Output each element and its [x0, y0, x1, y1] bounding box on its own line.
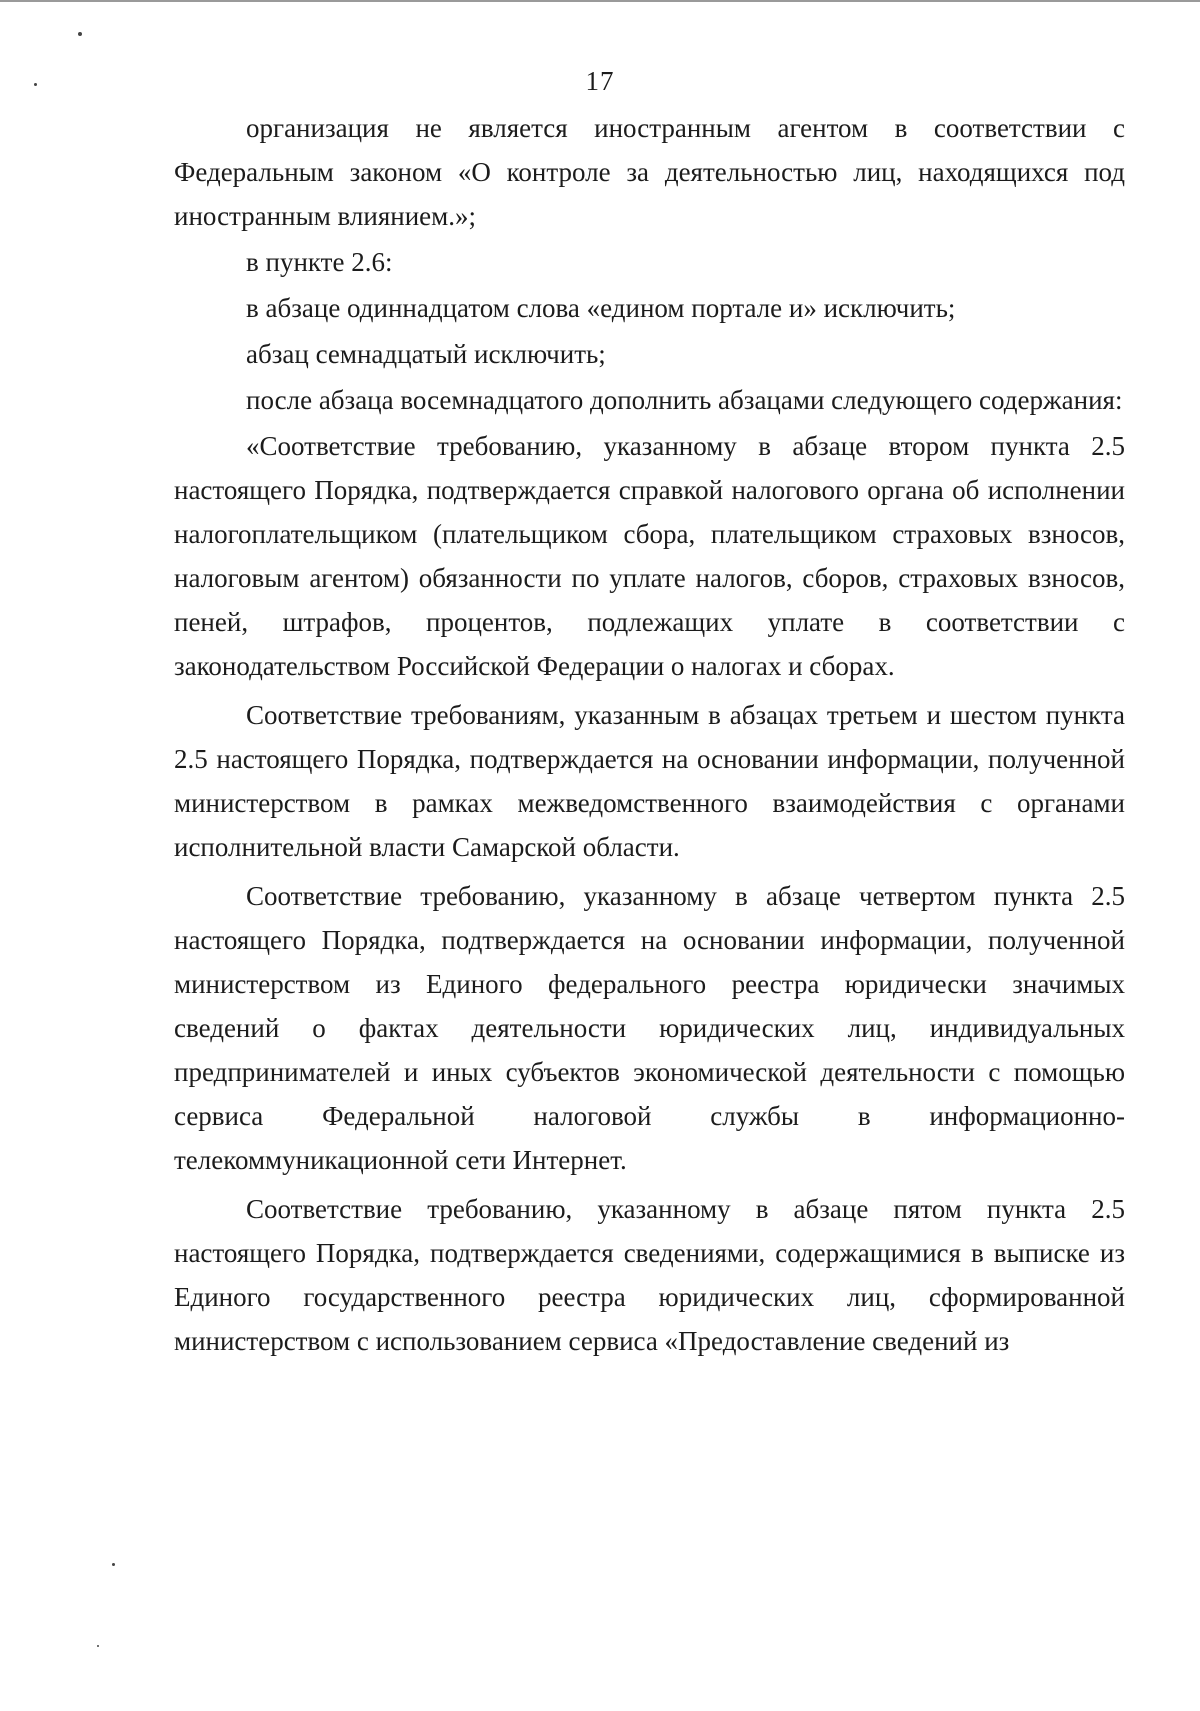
paragraph: после абзаца восемнадцатого дополнить абзацами следующего содержания:: [246, 385, 1123, 415]
paragraph: Соответствие требованиям, указанным в абзацах третьем и шестом пункта 2.5 настоящего Порядка, подтверждается на основании информации, полученной министерством в рамках межведомственного взаимодействия с органами исполнительной власти Самарской области.: [174, 700, 1125, 862]
paragraph: Соответствие требованию, указанному в абзаце четвертом пункта 2.5 настоящего Порядка, подтверждается на основании информации, полученной министерством из Единого федерального реестра юридически значимых сведений о фактах деятельности юридических лиц, индивидуальных предпринимателей и иных субъектов экономической деятельности с помощью сервиса Федеральной налоговой службы в информационно-телекоммуникационной сети Интернет.: [174, 881, 1125, 1175]
paragraph: «Соответствие требованию, указанному в абзаце втором пункта 2.5 настоящего Порядка, подтверждается справкой налогового органа об исполнении налогоплательщиком (плательщиком сбора, плательщиком страховых взносов, налоговым агентом) обязанности по уплате налогов, сборов, страховых взносов, пеней, штрафов, процентов, подлежащих уплате в соответствии с законодательством Российской Федерации о налогах и сборах.: [174, 431, 1125, 681]
paragraph: организация не является иностранным агентом в соответствии с Федеральным законом «О контроле за деятельностью лиц, находящихся под иностранным влиянием.»;: [174, 113, 1125, 231]
scan-top-edge: [0, 0, 1200, 2]
paragraph: в пункте 2.6:: [246, 247, 393, 277]
scan-speck: [34, 83, 37, 86]
paragraph: Соответствие требованию, указанному в абзаце пятом пункта 2.5 настоящего Порядка, подтверждается сведениями, содержащимися в выписке из Единого государственного реестра юридических лиц, сформированной министерством с использованием сервиса «Предоставление сведений из: [174, 1194, 1125, 1356]
page-number: 17: [585, 66, 615, 96]
paragraph: абзац семнадцатый исключить;: [246, 339, 606, 369]
scan-speck: [78, 32, 82, 36]
paragraph: в абзаце одиннадцатом слова «едином портале и» исключить;: [246, 293, 956, 323]
scan-speck: [97, 1645, 99, 1647]
document-body: [174, 106, 1125, 1363]
scan-speck: [112, 1563, 115, 1566]
